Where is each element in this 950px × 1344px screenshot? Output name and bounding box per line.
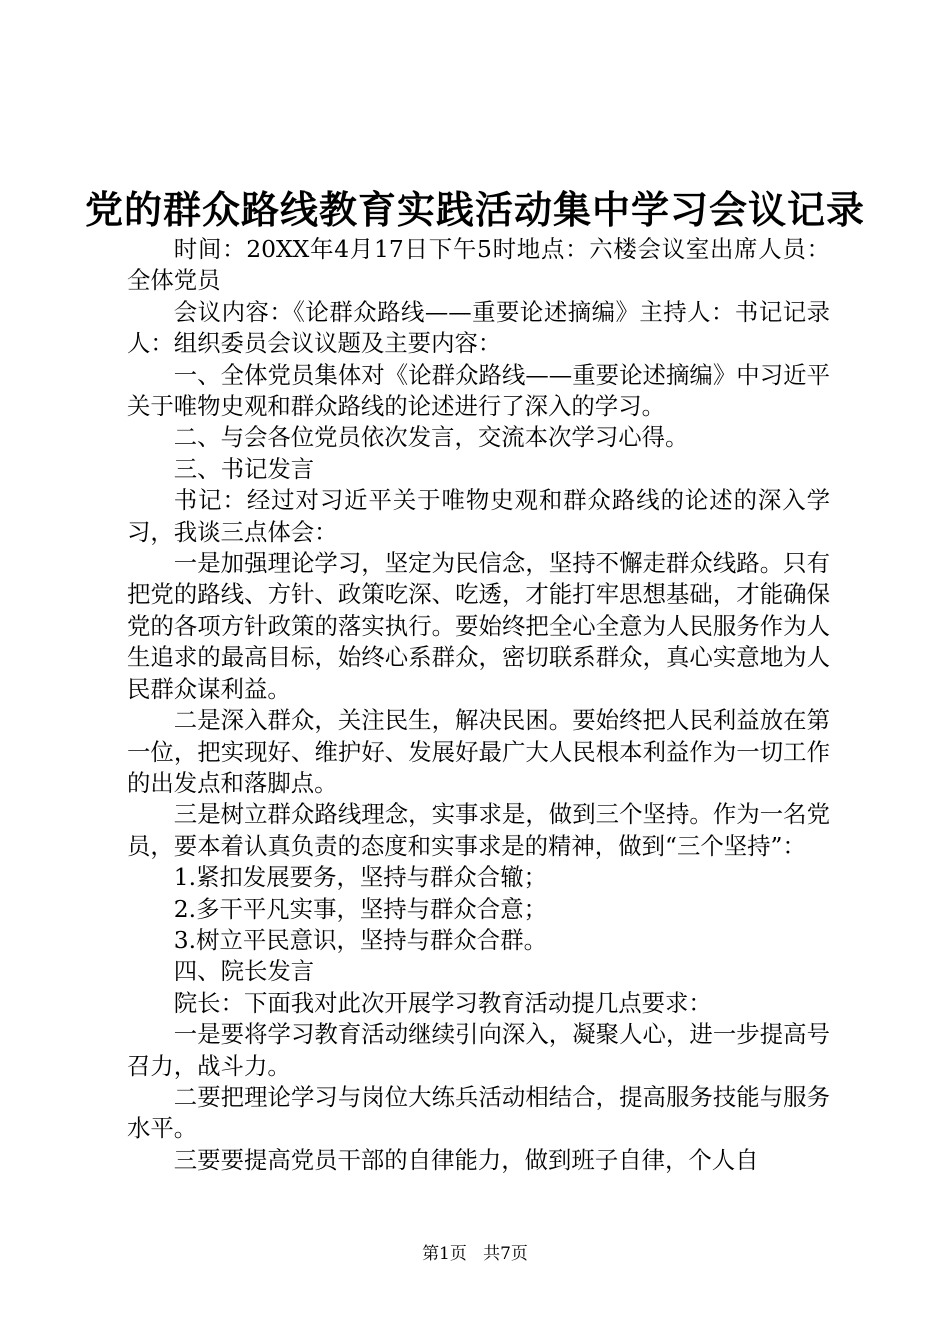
document-body — [127, 234, 830, 1176]
paragraph-requirement-3: 三要要提高党员干部的自律能力，做到班子自律，个人自 — [173, 1145, 759, 1174]
paragraph-point-2: 二是深入群众，关注民生，解决民困。要始终把人民利益放在第一位，把实现好、维护好、发展好最广大人民根本利益作为一切工作的出发点和落脚点。 — [127, 706, 830, 797]
paragraph-requirement-2: 二要把理论学习与岗位大练兵活动相结合，提高服务技能与服务水平。 — [127, 1082, 830, 1143]
list-item-1: 1.紧扣发展要务，坚持与群众合辙； — [173, 863, 547, 892]
paragraph-meeting-content: 会议内容：《论群众路线——重要论述摘编》主持人：书记记录人：组织委员会议议题及主要内容： — [127, 297, 830, 358]
paragraph-point-3: 三是树立群众路线理念，实事求是，做到三个坚持。作为一名党员，要本着认真负责的态度和实事求是的精神，做到“三个坚持”： — [127, 800, 830, 860]
paragraph-section-heading-4: 四、院长发言 — [173, 957, 315, 986]
page-separator — [472, 1244, 477, 1264]
paragraph-agenda-item-1: 一、全体党员集体对《论群众路线——重要论述摘编》中习近平关于唯物史观和群众路线的论述进行了深入的学习。 — [127, 360, 830, 421]
document-title: 党的群众路线教育实践活动集中学习会议记录 — [84, 187, 865, 232]
list-item-2: 2.多干平凡实事，坚持与群众合意； — [173, 894, 547, 923]
page-total: 共7页 — [483, 1244, 528, 1264]
paragraph-section-heading-3: 三、书记发言 — [173, 454, 315, 483]
page-footer — [0, 1243, 950, 1265]
page-number: 第1页 — [422, 1244, 467, 1264]
paragraph-secretary-intro: 书记：经过对习近平关于唯物史观和群众路线的论述的深入学习，我谈三点体会： — [127, 486, 830, 546]
paragraph-agenda-item-2: 二、与会各位党员依次发言，交流本次学习心得。 — [173, 423, 689, 452]
list-item-3: 3.树立平民意识，坚持与群众合群。 — [173, 925, 547, 954]
paragraph-requirement-1: 一是要将学习教育活动继续引向深入，凝聚人心，进一步提高号召力，战斗力。 — [127, 1020, 830, 1080]
paragraph-meeting-time: 时间：20XX年4月17日下午5时地点：六楼会议室出席人员：全体党员 — [127, 235, 830, 295]
paragraph-dean-intro: 院长：下面我对此次开展学习教育活动提几点要求： — [173, 988, 712, 1017]
paragraph-point-1: 一是加强理论学习，坚定为民信念，坚持不懈走群众线路。只有把党的路线、方针、政策吃深、吃透，才能打牢思想基础，才能确保党的各项方针政策的落实执行。要始终把全心全意为人民服务作为人生追求的最高目标，始终心系群众，密切联系群众，真心实意地为人民群众谋利益。 — [127, 549, 830, 703]
